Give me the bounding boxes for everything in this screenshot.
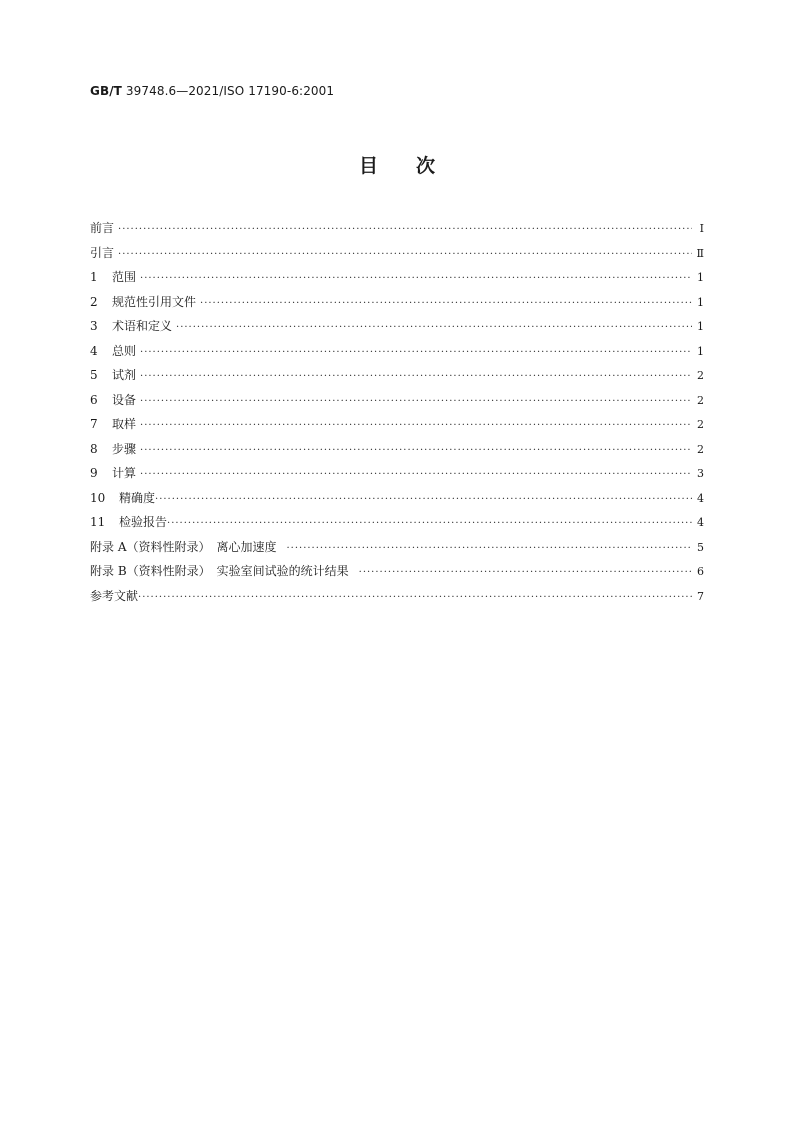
toc-leader-dots	[140, 392, 692, 412]
toc-entry-number: 10	[90, 490, 106, 505]
toc-entry-title: 附录 B（资料性附录） 实验室间试验的统计结果	[90, 564, 349, 578]
toc-leader-dots	[155, 490, 692, 510]
toc-entry-number: 1	[90, 270, 98, 284]
toc-entry-5[interactable]	[90, 365, 704, 390]
toc-entry-3[interactable]	[90, 316, 704, 341]
toc-entry-number: 7	[90, 417, 98, 431]
toc-entry-page: 4	[697, 516, 704, 529]
toc-leader-dots	[118, 220, 692, 240]
toc-leader-dots	[359, 563, 692, 583]
toc-entry-page: 6	[697, 565, 704, 578]
toc-entry-page: 2	[697, 369, 704, 382]
toc-entry-title: 精确度	[119, 490, 156, 505]
toc-entry-bibliography[interactable]	[90, 586, 704, 611]
standard-number-header	[90, 84, 334, 98]
toc-entry-annex-a[interactable]	[90, 537, 704, 562]
toc-entry-page: 1	[697, 344, 704, 358]
toc-entry-title: 附录 A（资料性附录） 离心加速度	[90, 539, 277, 554]
toc-entry-page: 2	[697, 393, 704, 407]
toc-entry-6[interactable]	[90, 390, 704, 415]
toc-leader-dots	[140, 465, 692, 485]
toc-leader-dots	[140, 343, 692, 363]
toc-entry-page: 7	[697, 589, 704, 603]
toc-entry-page: 1	[697, 320, 704, 333]
toc-leader-dots	[118, 245, 692, 265]
toc-leader-dots	[140, 416, 692, 436]
toc-entry-title: 检验报告	[119, 515, 168, 529]
toc-entry-page: 3	[697, 467, 704, 480]
toc-entry-number: 2	[90, 294, 98, 309]
toc-leader-dots	[200, 294, 692, 314]
toc-entry-title: 试剂	[112, 368, 137, 382]
toc-entry-number: 6	[90, 392, 98, 407]
toc-leader-dots	[138, 588, 692, 608]
toc-entry-1[interactable]	[90, 267, 704, 292]
toc-entry-number: 9	[90, 466, 98, 480]
toc-entry-foreword[interactable]	[90, 218, 704, 243]
page-title: 目 次	[358, 155, 435, 177]
toc-entry-page: 5	[697, 540, 704, 554]
toc-entry-title: 参考文献	[90, 588, 139, 603]
toc-entry-page: 1	[697, 295, 704, 309]
toc-entry-number: 8	[90, 441, 98, 456]
toc-entry-10[interactable]	[90, 488, 704, 513]
toc-entry-number: 5	[90, 368, 98, 382]
toc-entry-title: 计算	[112, 466, 137, 480]
toc-leader-dots	[140, 441, 692, 461]
toc-entry-introduction[interactable]	[90, 243, 704, 268]
toc-leader-dots	[140, 269, 692, 289]
toc-entry-title: 步骤	[112, 441, 137, 456]
toc-leader-dots	[140, 367, 692, 387]
toc-leader-dots	[286, 539, 692, 559]
toc-entry-title: 取样	[112, 417, 137, 431]
toc-entry-page: 2	[697, 418, 704, 431]
toc-entry-2[interactable]	[90, 292, 704, 317]
toc-entry-page: 4	[697, 491, 704, 505]
table-of-contents	[90, 218, 704, 610]
toc-entry-number: 4	[90, 343, 98, 358]
standard-prefix: GB/T	[90, 84, 122, 98]
toc-entry-number: 3	[90, 319, 98, 333]
toc-entry-title: 术语和定义	[112, 319, 173, 333]
toc-entry-7[interactable]	[90, 414, 704, 439]
toc-entry-title: 规范性引用文件	[112, 294, 197, 309]
toc-entry-8[interactable]	[90, 439, 704, 464]
toc-entry-number: 11	[90, 515, 106, 529]
toc-entry-title: 范围	[112, 270, 137, 284]
toc-entry-title: 设备	[112, 392, 137, 407]
toc-entry-page: 1	[697, 271, 704, 284]
toc-entry-4[interactable]	[90, 341, 704, 366]
toc-leader-dots	[167, 514, 692, 534]
toc-entry-11[interactable]	[90, 512, 704, 537]
standard-code: 39748.6—2021/ISO 17190-6:2001	[125, 84, 335, 98]
toc-entry-page: 2	[697, 442, 704, 456]
toc-entry-title: 前言	[90, 221, 115, 235]
toc-entry-annex-b[interactable]	[90, 561, 704, 586]
toc-leader-dots	[176, 318, 692, 338]
toc-entry-page: Ⅱ	[696, 246, 704, 260]
toc-entry-title: 总则	[112, 343, 137, 358]
toc-entry-page: Ⅰ	[699, 222, 704, 235]
toc-entry-9[interactable]	[90, 463, 704, 488]
toc-entry-title: 引言	[90, 245, 115, 260]
